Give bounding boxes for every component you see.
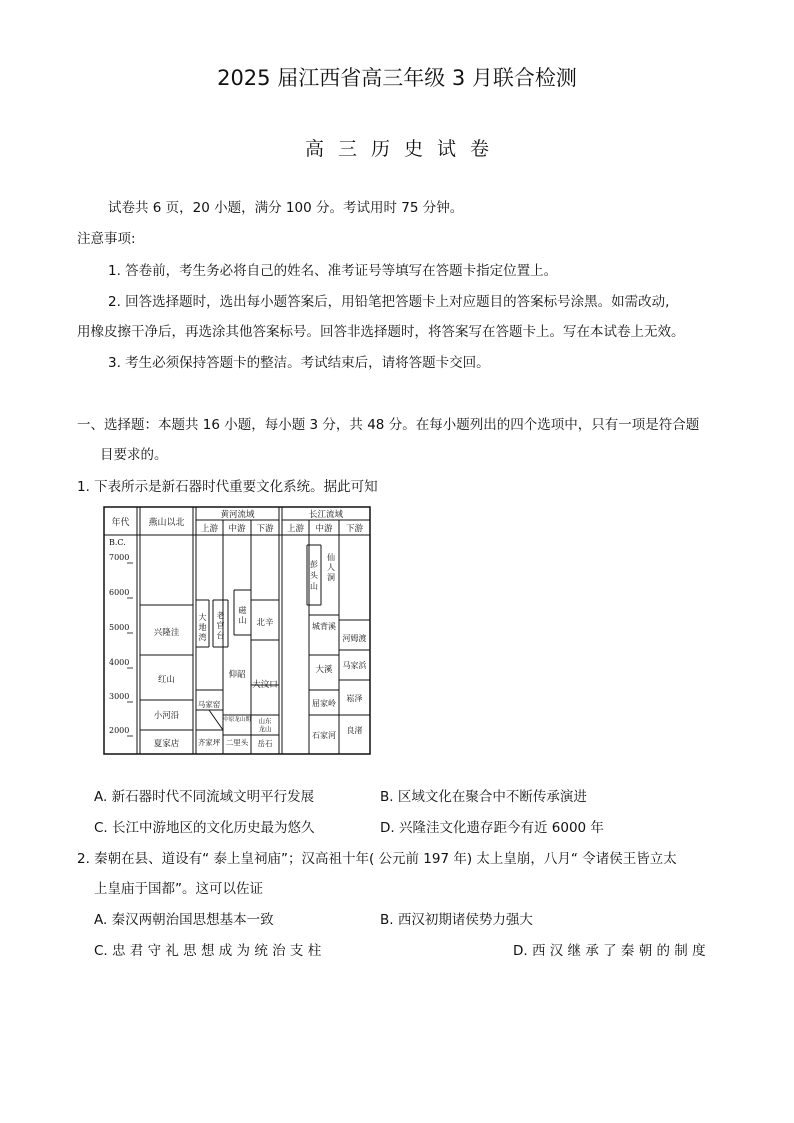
q2-option-a[interactable]: A. 秦汉两朝治国思想基本一致: [94, 912, 274, 928]
q2-option-c[interactable]: C. 忠 君 守 礼 思 想 成 为 统 治 支 柱: [94, 943, 322, 959]
culture-label: 官: [216, 621, 225, 630]
notice-item-2-line2: 用橡皮擦干净后，再选涂其他答案标号。回答非选择题时，将答案写在答题卡上。写在本试卷上无效。: [77, 324, 685, 340]
header-yellow-river: 黄河流域: [220, 510, 255, 520]
culture-table-figure: [103, 505, 371, 756]
time-label: 2000: [109, 726, 130, 735]
time-label: B.C.: [109, 538, 126, 547]
culture-label: 大汶口: [252, 680, 278, 690]
header-yellow-upper: 上游: [200, 524, 219, 534]
exam-intro: 试卷共 6 页，20 小题，满分 100 分。考试用时 75 分钟。: [108, 200, 464, 216]
culture-label: 老: [216, 611, 225, 620]
header-yangtze: 长江流域: [308, 510, 344, 520]
culture-label: 龙山: [258, 725, 272, 733]
time-axis-labels: [109, 538, 129, 735]
exam-subtitle: 高三历史试卷: [304, 138, 503, 160]
culture-label: 马家浜: [342, 661, 367, 670]
culture-label: 良渚: [346, 726, 363, 735]
culture-label: 仰韶: [228, 670, 246, 680]
q1-option-a[interactable]: A. 新石器时代不同流域文明平行发展: [94, 789, 315, 805]
notice-heading: 注意事项:: [77, 231, 136, 247]
culture-label: 山: [310, 582, 318, 591]
q2-stem-line2: 上皇庙于国都”。这可以佐证: [94, 881, 263, 897]
culture-label: 崧泽: [346, 694, 363, 703]
header-yangtze-upper: 上游: [286, 524, 305, 534]
culture-label: 头: [310, 571, 318, 580]
header-yangtze-middle: 中游: [315, 524, 333, 534]
culture-label: 山: [238, 616, 247, 625]
culture-label: 地: [198, 623, 207, 632]
exam-title: 2025 届江西省高三年级 3 月联合检测: [217, 66, 577, 90]
culture-label: 石家河: [312, 731, 336, 740]
culture-label: 洞: [327, 573, 335, 582]
culture-label: 河姆渡: [342, 634, 367, 643]
culture-label: 二里头: [225, 738, 249, 747]
culture-label: 夏家店: [153, 739, 180, 749]
culture-label: 仙: [327, 553, 335, 562]
header-yellow-lower: 下游: [256, 524, 274, 534]
time-label: 5000: [109, 623, 130, 632]
culture-label: 台: [216, 631, 225, 640]
notice-item-1: 1. 答卷前，考生务必将自己的姓名、准考证号等填写在答题卡指定位置上。: [108, 263, 558, 279]
header-yangtze-lower: 下游: [345, 524, 364, 534]
culture-label: 兴隆洼: [153, 628, 180, 638]
culture-label: 马家窑: [197, 700, 221, 709]
culture-label: 大溪: [315, 665, 333, 675]
culture-label: 湾: [198, 633, 207, 642]
culture-label: 大: [198, 613, 207, 622]
q2-option-b[interactable]: B. 西汉初期诸侯势力强大: [380, 912, 533, 928]
notice-item-2-line1: 2. 回答选择题时，选出每小题答案后，用铅笔把答题卡上对应题目的答案标号涂黑。如需改动,: [108, 294, 670, 310]
q1-option-d[interactable]: D. 兴隆洼文化遗存距今有近 6000 年: [380, 820, 604, 836]
culture-label: 屈家岭: [312, 699, 336, 708]
culture-label: 北辛: [256, 618, 274, 628]
culture-label: 小河沿: [153, 711, 180, 721]
header-era: 年代: [111, 518, 130, 528]
section1-heading-cont: 目要求的。: [100, 447, 168, 463]
time-label: 4000: [109, 658, 130, 667]
q1-option-c[interactable]: C. 长江中游地区的文化历史最为悠久: [94, 820, 315, 836]
culture-label: 岳石: [257, 739, 273, 748]
q1-option-b[interactable]: B. 区域文化在聚合中不断传承演进: [380, 789, 587, 805]
culture-label: 山东: [258, 717, 272, 725]
q2-stem-line1: 2. 秦朝在县、道设有“ 泰上皇祠庙”；汉高祖十年( 公元前 197 年) 太上皇崩，八月“ 令诸侯王皆立太: [77, 851, 677, 867]
culture-label: 齐家坪: [197, 738, 221, 747]
time-label: 6000: [109, 588, 130, 597]
culture-label: 彭: [310, 560, 318, 569]
header-north: 燕山以北: [148, 518, 185, 528]
culture-label: 中原龙山期: [223, 717, 251, 723]
time-label: 3000: [109, 692, 130, 701]
section1-heading: 一、选择题：本题共 16 小题，每小题 3 分，共 48 分。在每小题列出的四个选项中，只有一项是符合题: [77, 417, 700, 433]
notice-item-3: 3. 考生必须保持答题卡的整洁。考试结束后，请将答题卡交回。: [108, 355, 490, 371]
culture-label: 磁: [238, 606, 247, 615]
culture-label: 城背溪: [312, 622, 336, 631]
q2-option-d[interactable]: D. 西 汉 继 承 了 秦 朝 的 制 度: [513, 943, 706, 959]
header-yellow-middle: 中游: [228, 524, 246, 534]
culture-label: 人: [327, 563, 335, 572]
q1-stem: 1. 下表所示是新石器时代重要文化系统。据此可知: [77, 479, 378, 495]
time-label: 7000: [109, 553, 130, 562]
culture-label: 红山: [157, 675, 176, 685]
